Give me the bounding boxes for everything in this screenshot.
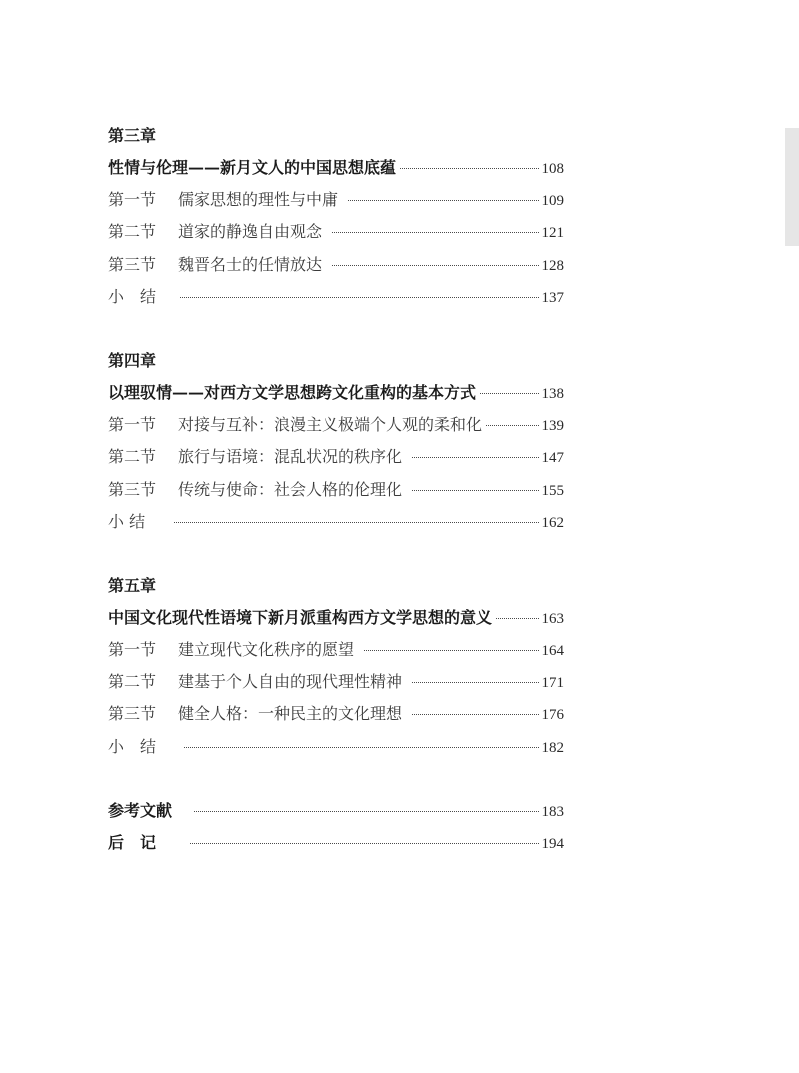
section-row[interactable] xyxy=(108,474,564,506)
summary-row[interactable] xyxy=(108,281,564,313)
section-number: 小 结 xyxy=(108,736,157,756)
page-number: 162 xyxy=(541,514,564,531)
section-number: 小 结 xyxy=(108,511,146,531)
section-title: 儒家思想的理性与中庸 xyxy=(178,190,339,210)
section-title: 传统与使命：社会人格的伦理化 xyxy=(178,479,403,499)
section-number: 第三节 xyxy=(108,254,157,274)
dot-leader xyxy=(412,714,538,715)
dot-leader xyxy=(412,682,538,683)
chapter-title-row[interactable] xyxy=(108,152,564,184)
dot-leader xyxy=(496,618,538,619)
section-row[interactable] xyxy=(108,698,564,730)
summary-row[interactable] xyxy=(108,731,564,763)
afterword-row[interactable] xyxy=(108,827,564,859)
page-number: 139 xyxy=(541,418,564,435)
chapter-title-row[interactable] xyxy=(108,602,564,634)
dot-leader xyxy=(332,265,538,266)
page-number: 138 xyxy=(541,385,564,402)
dot-leader xyxy=(486,425,538,426)
section-title: 对接与互补：浪漫主义极端个人观的柔和化 xyxy=(178,415,483,435)
page-number: 163 xyxy=(541,610,564,627)
chapter-label: 第三章 xyxy=(108,126,157,145)
section-row[interactable] xyxy=(108,634,564,666)
page-number: 171 xyxy=(541,675,564,692)
chapter-title: 中国文化现代性语境下新月派重构西方文学思想的意义 xyxy=(108,607,493,627)
page-number: 176 xyxy=(541,707,564,724)
section-number: 第三节 xyxy=(108,479,157,499)
section-number: 第二节 xyxy=(108,672,157,692)
page-number: 155 xyxy=(541,482,564,499)
chapter-5 xyxy=(108,570,564,763)
page-number: 128 xyxy=(541,257,564,274)
dot-leader xyxy=(174,522,539,523)
afterword-title: 后 记 xyxy=(108,833,157,852)
section-number: 第一节 xyxy=(108,415,157,435)
section-row[interactable] xyxy=(108,441,564,473)
section-number: 第一节 xyxy=(108,190,157,210)
page-number: 182 xyxy=(541,739,564,756)
summary-row[interactable] xyxy=(108,506,564,538)
section-row[interactable] xyxy=(108,216,564,248)
chapter-label: 第五章 xyxy=(108,575,157,595)
dot-leader xyxy=(364,650,538,651)
references-title: 参考文献 xyxy=(108,800,173,820)
page-number: 183 xyxy=(541,803,564,820)
back-matter xyxy=(108,795,564,859)
section-title: 建立现代文化秩序的愿望 xyxy=(178,640,355,660)
chapter-title: 性情与伦理——新月文人的中国思想底蕴 xyxy=(108,158,397,177)
section-row[interactable] xyxy=(108,249,564,281)
section-number: 第一节 xyxy=(108,640,157,660)
dot-leader xyxy=(348,200,538,201)
chapter-4 xyxy=(108,345,564,538)
dot-leader xyxy=(194,811,539,812)
dot-leader xyxy=(400,168,538,169)
chapter-title: 以理驭情——对西方文学思想跨文化重构的基本方式 xyxy=(108,382,477,402)
page-number: 137 xyxy=(541,289,564,306)
section-row[interactable] xyxy=(108,184,564,216)
chapter-title-row[interactable] xyxy=(108,377,564,409)
table-of-contents xyxy=(108,120,564,859)
section-title: 旅行与语境：混乱状况的秩序化 xyxy=(178,447,403,467)
dot-leader xyxy=(190,843,539,844)
dot-leader xyxy=(332,232,538,233)
references-row[interactable] xyxy=(108,795,564,827)
section-number: 第三节 xyxy=(108,704,157,724)
chapter-3 xyxy=(108,120,564,313)
section-title: 建基于个人自由的现代理性精神 xyxy=(178,672,403,692)
dot-leader xyxy=(412,490,538,491)
section-title: 魏晋名士的任情放达 xyxy=(178,254,323,274)
section-row[interactable] xyxy=(108,666,564,698)
section-title: 健全人格：一种民主的文化理想 xyxy=(178,704,403,724)
page-number: 164 xyxy=(541,643,564,660)
page-number: 194 xyxy=(541,836,564,852)
section-number: 小 结 xyxy=(108,286,157,306)
page-number: 147 xyxy=(541,450,564,467)
page-number: 121 xyxy=(541,225,564,242)
page-number: 108 xyxy=(541,161,564,177)
section-number: 第二节 xyxy=(108,222,157,242)
dot-leader xyxy=(480,393,538,394)
dot-leader xyxy=(180,297,539,298)
section-title: 道家的静逸自由观念 xyxy=(178,222,323,242)
dot-leader xyxy=(412,457,538,458)
page-number: 109 xyxy=(541,193,564,210)
chapter-label: 第四章 xyxy=(108,350,157,370)
dot-leader xyxy=(184,747,539,748)
section-row[interactable] xyxy=(108,409,564,441)
page-edge-tab xyxy=(785,128,799,246)
section-number: 第二节 xyxy=(108,447,157,467)
